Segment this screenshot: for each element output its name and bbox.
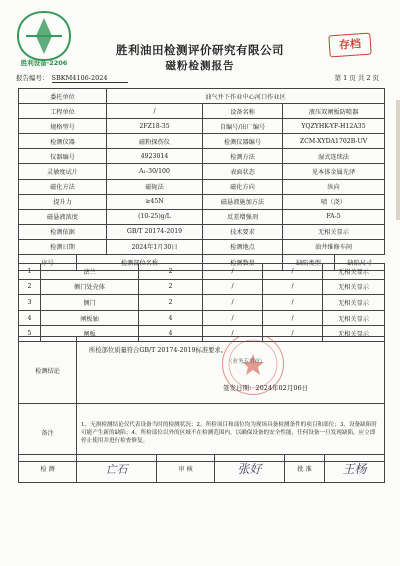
info-label: 设备名称 (203, 104, 283, 119)
issue-date (223, 383, 308, 392)
defect-type: / (203, 264, 263, 280)
summary-table (18, 336, 385, 462)
info-value: 湿式连续法 (283, 149, 385, 164)
page-current: 1 (343, 74, 348, 82)
part-no: 3 (19, 295, 41, 311)
info-value: / (107, 104, 203, 119)
info-label: 灵敏度试片 (19, 164, 107, 179)
info-row (19, 119, 385, 134)
info-value: 4923014 (107, 149, 203, 164)
info-label: 表面状态 (203, 164, 283, 179)
issue-date-value: 2024年02月06日 (255, 384, 309, 392)
defect-size: / (263, 264, 323, 280)
part-name: 法兰 (41, 264, 139, 280)
info-row (19, 104, 385, 119)
part-qty: 2 (139, 264, 203, 280)
page-mid: 页 共 (349, 74, 365, 82)
info-row (19, 224, 385, 239)
defect-size: / (263, 279, 323, 295)
part-name: 闸板轴 (41, 310, 139, 326)
info-label: 提升力 (19, 194, 107, 209)
part-qty: 2 (139, 279, 203, 295)
info-label: 委托单位 (19, 89, 107, 104)
part-result: 无相关显示 (323, 279, 385, 295)
table-row (19, 295, 385, 311)
reviewer-handwriting: 张好 (237, 462, 262, 476)
signature-table (18, 454, 385, 483)
info-value: 纵向 (283, 179, 385, 194)
logo-caption: 胜利设备·2206 (20, 59, 68, 67)
defect-size: / (263, 310, 323, 326)
info-label: 技术要求 (203, 224, 283, 239)
info-value: 喷（浇） (283, 194, 385, 209)
info-row (19, 89, 385, 104)
col-header: 缺陷尺寸 (335, 255, 385, 271)
info-value: 2FZ18-35 (107, 119, 203, 134)
defect-size: / (263, 295, 323, 311)
part-qty: 4 (139, 326, 203, 342)
table-row (19, 279, 385, 295)
part-result: 无相关显示 (323, 326, 385, 342)
part-qty: 4 (139, 310, 203, 326)
info-row (19, 179, 385, 194)
col-header: 检测部位名称 (77, 255, 203, 271)
info-value: 2024年1月30日 (107, 239, 203, 254)
table-row (19, 310, 385, 326)
info-value: 磁轭法 (107, 179, 203, 194)
info-row (19, 149, 385, 164)
info-label: 检测方法 (203, 149, 283, 164)
info-value: 油井维修车间 (283, 239, 385, 254)
approver-label: 批 准 (285, 455, 325, 483)
part-name: 侧门 (41, 295, 139, 311)
page-total: 2 (366, 74, 371, 82)
part-result: 无相关显示 (323, 310, 385, 326)
inspector-signature (77, 455, 157, 483)
info-row (19, 239, 385, 254)
info-row (19, 134, 385, 149)
info-label: 磁化方法 (19, 179, 107, 194)
info-value: ZCM-XYDA1702B-UV (283, 134, 385, 149)
part-name: 闸板 (41, 326, 139, 342)
info-row (19, 209, 385, 224)
part-no: 5 (19, 326, 41, 342)
defect-type: / (203, 326, 263, 342)
scan-edge-shadow (396, 100, 400, 220)
info-row (19, 194, 385, 209)
info-value: ≥45N (107, 194, 203, 209)
info-value: 无相关显示 (283, 224, 385, 239)
notes-label: 备注 (19, 404, 77, 462)
part-no: 2 (19, 279, 41, 295)
info-value: 见本体金属光泽 (283, 164, 385, 179)
signature-row (19, 455, 385, 483)
info-label: 磁化方向 (203, 179, 283, 194)
parts-table (18, 263, 385, 342)
issue-date-label: 签发日期： (223, 384, 256, 392)
info-value: 液压双闸板防喷器 (283, 104, 385, 119)
inspector-handwriting: 亡石 (105, 462, 128, 476)
info-label: 检测仪器 (19, 134, 107, 149)
part-name: 侧门处壳体 (41, 279, 139, 295)
defect-type: / (203, 279, 263, 295)
report-number-value: SBKM4106-2024 (52, 74, 128, 83)
info-label: 磁悬液施加方法 (203, 194, 283, 209)
conclusion-label: 检测结论 (19, 337, 77, 404)
notes-text: 1、无损检测结论仅代表设备当时的检测状况；2、所检项目和部位均为现场具备检测条件的项目和部位；3、设备缺陷时可能产生新的缺陷；4、所检部位以外的区域不在检测范围内，以确保设备的安全性能，任何设备一旦发现缺陷，应立即停止使用并进行检查修复。 (77, 404, 385, 462)
info-value: 磁粉探伤仪 (107, 134, 203, 149)
archive-stamp: 存档 (328, 33, 371, 58)
info-label: 反差增强剂 (203, 209, 283, 224)
info-value: GB/T 20174-2019 (107, 224, 203, 239)
approver-handwriting: 王杨 (342, 462, 367, 476)
info-label: 检测依据 (19, 224, 107, 239)
inspector-label: 检 测 (19, 455, 77, 483)
conclusion-text: 所检部位质量符合GB/T 20174-2019标准要求。 (89, 347, 228, 354)
conclusion-cell (77, 337, 385, 404)
info-label: 检测日期 (19, 239, 107, 254)
page-prefix: 第 (334, 74, 342, 82)
info-value: YQZYHK-YF-H12A35 (283, 119, 385, 134)
seal-note: （业务专用章） (227, 359, 266, 365)
report-title: 磁粉检测报告 (165, 60, 235, 72)
col-header: 缺陷类型 (283, 255, 335, 271)
info-label: 检测地点 (203, 239, 283, 254)
reviewer-label: 审 核 (157, 455, 215, 483)
part-result: 无相关显示 (323, 264, 385, 280)
report-number (16, 73, 128, 83)
info-value: FA-5 (283, 209, 385, 224)
part-qty: 2 (139, 295, 203, 311)
col-header: 检测数量 (203, 255, 283, 271)
organization-name: 胜利油田检测评价研究有限公司 (116, 43, 284, 57)
approver-signature (325, 455, 385, 483)
col-header: 序号 (19, 255, 77, 271)
part-no: 4 (19, 310, 41, 326)
reviewer-signature (215, 455, 285, 483)
info-value: (10-25)g/L (107, 209, 203, 224)
table-row (19, 264, 385, 280)
info-label: 磁悬液浓度 (19, 209, 107, 224)
part-no: 1 (19, 264, 41, 280)
info-value: 油气井下作业中心河口作业区 (107, 89, 385, 104)
info-label: 规格型号 (19, 119, 107, 134)
report-number-label: 报告编号： (16, 74, 49, 82)
info-value: A₁-30/100 (107, 164, 203, 179)
info-label: 检测仪器编号 (203, 134, 283, 149)
page-suffix: 页 (372, 74, 379, 82)
info-label: 仪器编号 (19, 149, 107, 164)
defect-size: / (263, 326, 323, 342)
report-table (18, 88, 385, 271)
defect-type: / (203, 295, 263, 311)
info-row (19, 164, 385, 179)
info-label: 自编号/出厂编号 (203, 119, 283, 134)
defect-type: / (203, 310, 263, 326)
notes-row (19, 404, 385, 462)
page-number (334, 73, 380, 82)
info-label: 工程单位 (19, 104, 107, 119)
part-result: 无相关显示 (323, 295, 385, 311)
conclusion-row (19, 337, 385, 404)
